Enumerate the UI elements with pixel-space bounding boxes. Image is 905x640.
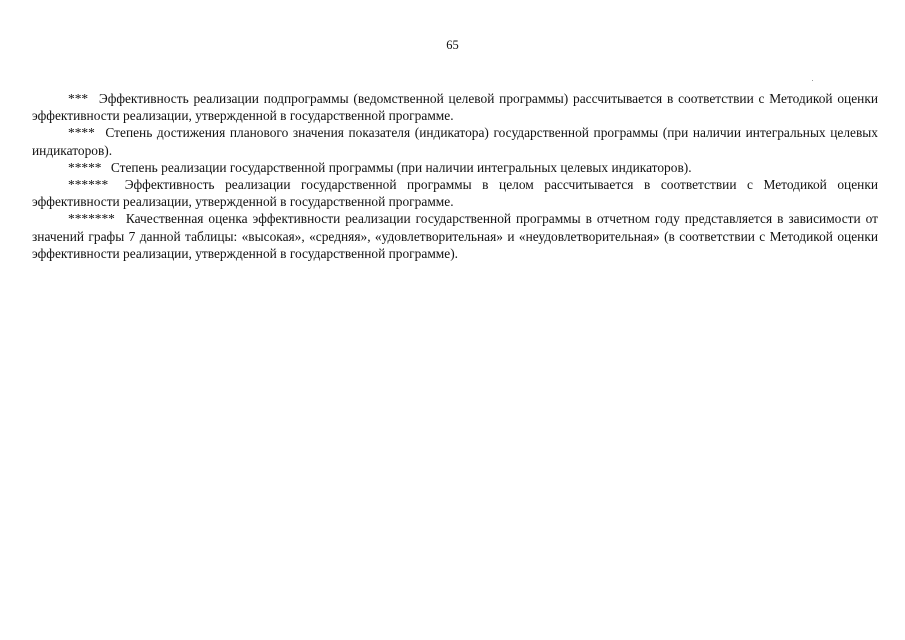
footnote — [32, 159, 878, 176]
footnote — [32, 90, 878, 124]
footnote-marker: ******* — [68, 211, 115, 227]
footnote-text: Степень реализации государственной программы (при наличии интегральных целевых индикаторов). — [110, 159, 692, 175]
footnote-marker: ****** — [68, 177, 109, 193]
footnote — [32, 124, 878, 158]
speck-mark — [812, 80, 813, 81]
footnote-text: Эффективность реализации государственной программы в целом рассчитывается в соответствии с Методикой оценки эффективности реализации, утвержденной в государственной программе. — [32, 177, 878, 210]
footnotes — [32, 90, 878, 262]
footnote — [32, 176, 878, 210]
footnote-marker: **** — [68, 125, 95, 141]
footnote-text: Качественная оценка эффективности реализации государственной программы в отчетном году представляется в зависимости от значений графы 7 данной таблицы: «высокая», «средняя», «удовлетворительная» и «неудовлетворительная» (в соответствии с Методикой оценки эффективности реализации, утвержденной в государственной программе). — [32, 211, 878, 261]
footnote-marker: ***** — [68, 159, 102, 175]
footnote-marker: *** — [68, 91, 89, 106]
page-number: 65 — [446, 38, 459, 52]
footnote-text: Степень достижения планового значения показателя (индикатора) государственной программы (при наличии интегральных целевых индикаторов). — [32, 125, 878, 158]
footnote — [32, 210, 878, 262]
footnote-text: Эффективность реализации подпрограммы (ведомственной целевой программы) рассчитывается в соответствии с Методикой оценки эффективности реализации, утвержденной в государственной программе. — [32, 91, 878, 124]
